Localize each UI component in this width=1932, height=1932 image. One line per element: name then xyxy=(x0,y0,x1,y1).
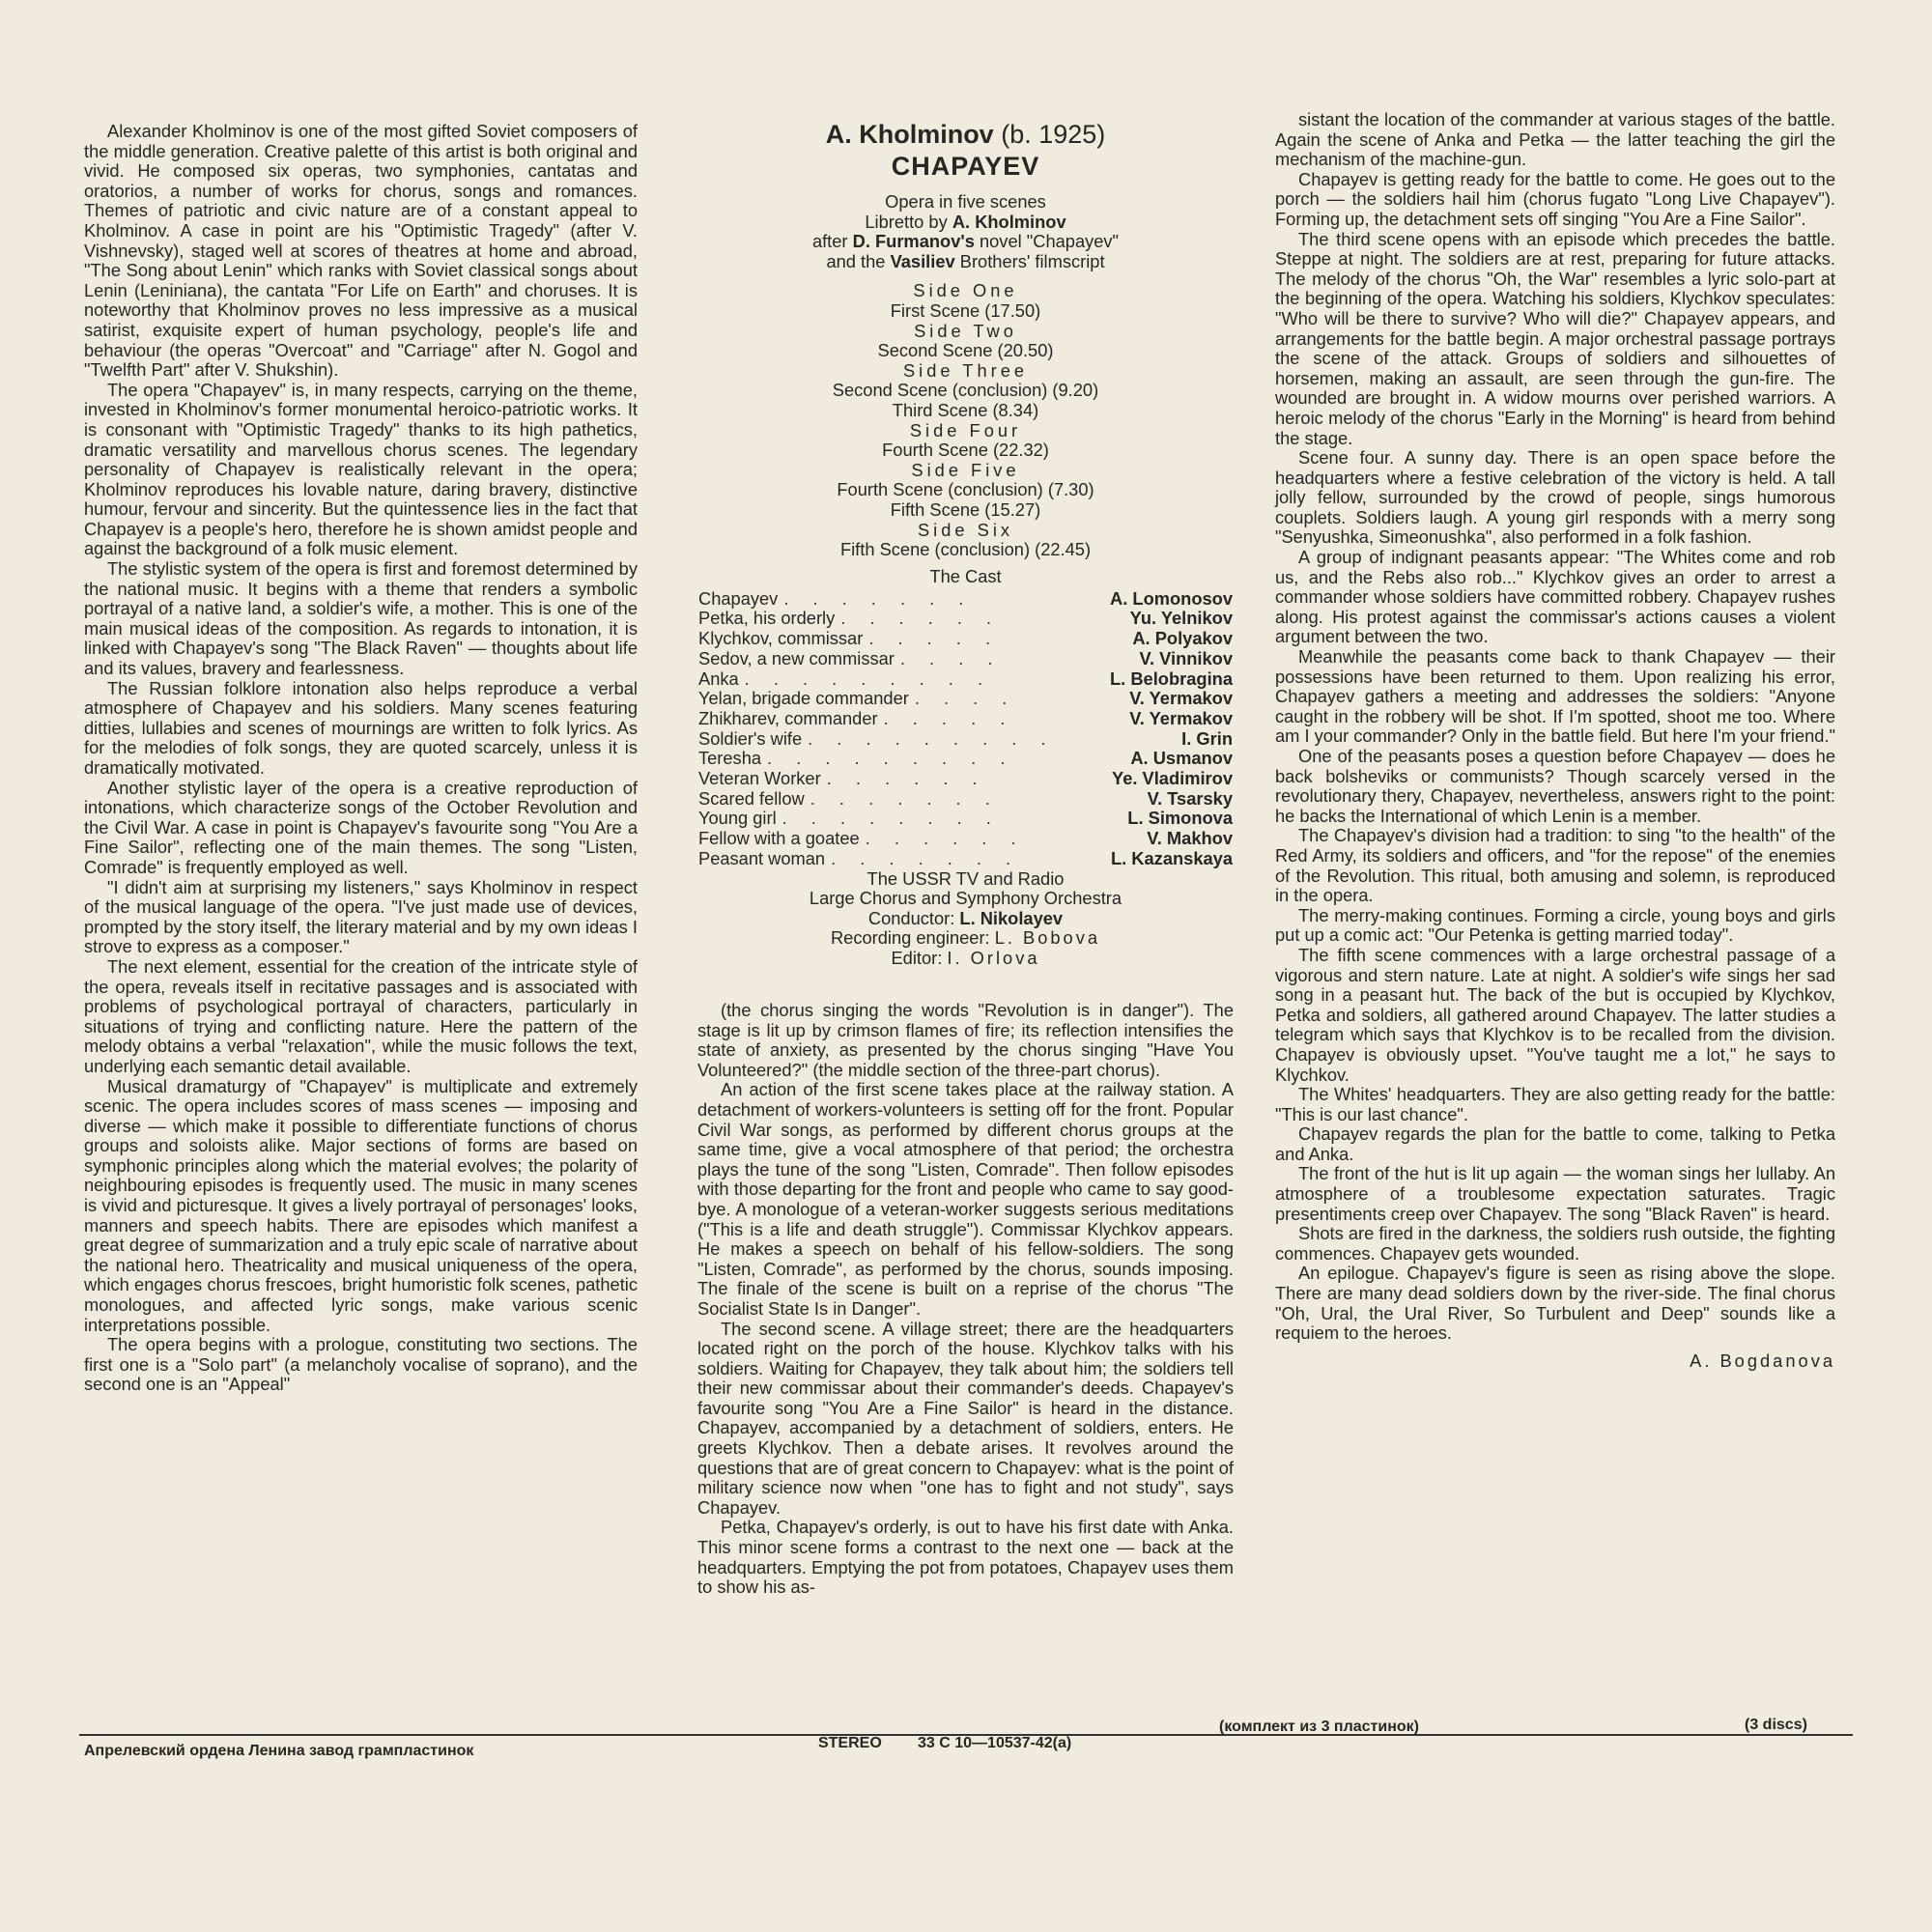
cast-actor: A. Polyakov xyxy=(1132,628,1233,649)
side-heading: Side Two xyxy=(914,320,1017,341)
right-text-column xyxy=(1275,110,1835,1371)
cast-actor: Yu. Yelnikov xyxy=(1129,608,1233,629)
cast-role: Peasant woman xyxy=(698,847,826,868)
cast-role: Soldier's wife xyxy=(698,727,803,749)
cast-actor: A. Lomonosov xyxy=(1110,587,1233,609)
editor-line xyxy=(697,949,1234,969)
paragraph: "I didn't aim at surprising my listeners," says Kholminov in respect of the musical language of the opera. "I've just made use of devices, prompted by the story itself, the literary material and by my own ideas I strove to express as a composer." xyxy=(84,876,638,957)
opera-title: CHAPAYEV xyxy=(891,152,1040,181)
cast-leader-dots: . . . . . . . . . xyxy=(744,668,993,689)
left-text-column xyxy=(84,122,638,1395)
paragraph: Chapayev regards the plan for the battle to come, talking to Petka and Anka. xyxy=(1275,1123,1835,1164)
cast-role: Veteran Worker xyxy=(698,768,821,789)
paragraph: Shots are fired in the darkness, the soldiers rush outside, the fighting commences. Chapayev gets wounded. xyxy=(1275,1223,1835,1264)
cast-heading: The Cast xyxy=(929,565,1002,586)
cast-actor: V. Yermakov xyxy=(1129,707,1233,728)
engineer-line xyxy=(697,928,1234,949)
track-item: Second Scene (20.50) xyxy=(877,340,1054,361)
opera-subtitle: Opera in five scenes xyxy=(885,191,1046,212)
cast-row xyxy=(698,629,1233,649)
cast-row xyxy=(698,669,1233,690)
cast-list xyxy=(698,589,1233,869)
track-item: Fifth Scene (conclusion) (22.45) xyxy=(839,539,1092,560)
libretto-line xyxy=(697,213,1234,233)
engineer-name: L. Bobova xyxy=(994,927,1101,949)
cast-role: Petka, his orderly xyxy=(698,608,836,629)
cast-leader-dots: . . . . . . . . xyxy=(781,809,1001,829)
cast-actor: L. Kazanskaya xyxy=(1110,847,1233,868)
cast-row xyxy=(698,609,1233,629)
track-item: Fourth Scene (conclusion) (7.30) xyxy=(837,479,1094,500)
novel-title: novel "Chapayev" xyxy=(979,231,1120,252)
cast-leader-dots: . . . . . . . . . xyxy=(808,728,1056,749)
novel-author: D. Furmanov's xyxy=(852,231,975,252)
film-line xyxy=(697,252,1234,272)
cast-actor: L. Belobragina xyxy=(1110,668,1233,689)
cast-leader-dots: . . . . . . xyxy=(865,829,1026,849)
editor-name: I. Orlova xyxy=(947,947,1040,968)
cast-actor: V. Yermakov xyxy=(1129,688,1233,709)
conductor-name: L. Nikolayev xyxy=(959,907,1064,928)
paragraph: (the chorus singing the words "Revolution is in danger"). The stage is lit up by crimson flames of fire; its reflection intensifies the state of anxiety, as presented by the chorus singing "Have You Volunteered?" (the middle section of the three-part chorus). xyxy=(697,1000,1234,1080)
composer-line xyxy=(697,119,1234,151)
cast-row xyxy=(698,689,1233,709)
cast-row xyxy=(698,649,1233,669)
middle-text-column xyxy=(697,1001,1234,1598)
cast-row xyxy=(698,589,1233,610)
author-signature: A. Bogdanova xyxy=(1690,1350,1835,1371)
paragraph: Meanwhile the peasants come back to thank Chapayev — their possessions have been returned to them. Upon realizing his error, Chapayev gathers a meeting and addresses the soldiers: "Anyone caught in the robbery will be shot. If I'm spotted, shoot me too. Where am I your commander? Only in the battle field. But here I'm your friend." xyxy=(1275,646,1836,747)
track-item: Third Scene (8.34) xyxy=(892,399,1039,420)
cast-leader-dots: . . . . . xyxy=(868,629,1001,649)
track-listing xyxy=(697,281,1234,559)
paragraph: Petka, Chapayev's orderly, is out to have his first date with Anka. This minor scene forms a contrast to the next one — back at the headquarters. Emptying the pot from potatoes, Chapayev uses them to show his as- xyxy=(697,1517,1234,1598)
cast-role: Anka xyxy=(698,668,739,689)
paragraph: The Chapayev's division had a tradition: to sing "to the health" of the Red Army, its soldiers and officers, and "for the repose" of the enemies of the Revolution. This ritual, both amusing and solemn, is reproduced in the opera. xyxy=(1275,825,1835,906)
cast-leader-dots: . . . . xyxy=(899,648,1003,668)
cast-row xyxy=(698,709,1233,729)
and-the: and the xyxy=(826,250,886,271)
cast-row xyxy=(698,849,1233,869)
paragraph: The front of the hut is lit up again — the woman sings her lullaby. An atmosphere of a troublesome expectation saturates. Tragic presentiments creep over Chapayev. The song "Black Raven" is heard. xyxy=(1275,1163,1835,1224)
novel-line xyxy=(697,232,1234,252)
footer-stereo: STEREO xyxy=(818,1735,882,1751)
credits-line-1: The USSR TV and Radio xyxy=(867,867,1065,889)
cast-role: Sedov, a new commissar xyxy=(698,647,895,668)
side-heading: Side One xyxy=(913,280,1018,301)
cast-leader-dots: . . . . . . . . . xyxy=(767,749,1015,769)
cast-actor: L. Simonova xyxy=(1127,808,1233,829)
cast-row xyxy=(698,829,1233,849)
cast-actor: V. Vinnikov xyxy=(1139,647,1233,668)
paragraph: The opera begins with a prologue, constituting two sections. The first one is a "Solo part" (a melancholy vocalise of soprano), and the second one is an "Appeal" xyxy=(84,1334,638,1395)
editor-label: Editor: xyxy=(891,947,943,968)
credits-line-2: Large Chorus and Symphony Orchestra xyxy=(809,888,1122,909)
cast-role: Fellow with a goatee xyxy=(698,828,860,849)
opera-header xyxy=(697,119,1234,969)
paragraph: Scene four. A sunny day. There is an open space before the headquarters where a festive celebration of the victory is held. A tall jolly fellow, surrounded by the crowd of people, sings humorous couplets. Soldiers laugh. A young girl responds with a merry song "Senyushka, Simeonushka", also performed in a folk fashion. xyxy=(1275,447,1835,548)
libretto-prefix: Libretto by xyxy=(865,211,948,232)
cast-role: Klychkov, commissar xyxy=(698,628,864,649)
paragraph: sistant the location of the commander at various stages of the battle. Again the scene of Anka and Petka — the latter teaching the girl the mechanism of the machine-gun. xyxy=(1275,109,1835,170)
footer-set-note: (комплект из 3 пластинок) xyxy=(1219,1719,1419,1735)
cast-role: Scared fellow xyxy=(698,787,805,809)
cast-role: Teresha xyxy=(698,748,762,769)
paragraph: Musical dramaturgy of "Chapayev" is multiplicate and extremely scenic. The opera includes scores of mass scenes — imposing and diverse — which make it possible to differentiate functions of chorus groups and soloists alike. Major sections of forms are based on symphonic principles along which the material evolves; the polarity of neighbouring episodes is frequently used. The music in many scenes is vivid and picturesque. It gives a lively portrayal of personages' looks, manners and speech habits. There are episodes which manifest a great degree of summarization and a truly epic scale of narrative about the national hero. Theatricality and musical uniqueness of the opera, which engages chorus frescoes, bright humoristic folk scenes, pathetic monologues, and affected lyric songs, make various scenic interpretations possible. xyxy=(84,1075,638,1335)
cast-role: Zhikharev, commander xyxy=(698,707,878,728)
film-authors: Vasiliev xyxy=(890,250,955,271)
paragraph: Chapayev is getting ready for the battle to come. He goes out to the porch — the soldiers hail him (chorus fugato "Long Live Chapayev"). Forming up, the detachment sets off singing "You Are a Fine Sailor". xyxy=(1275,168,1835,229)
footer-plant-name: Апрелевский ордена Ленина завод грампластинок xyxy=(84,1743,474,1759)
cast-leader-dots: . . . . xyxy=(914,689,1017,709)
cast-leader-dots: . . . . . . xyxy=(840,609,1002,629)
cast-leader-dots: . . . . . . xyxy=(826,769,987,789)
footer-catalog-number: 33 С 10—10537-42(а) xyxy=(918,1735,1072,1751)
paragraph: The Whites' headquarters. They are also getting ready for the battle: "This is our last chance". xyxy=(1275,1084,1835,1124)
film-suffix: Brothers' filmscript xyxy=(959,250,1105,271)
cast-row xyxy=(698,729,1233,750)
paragraph: The opera "Chapayev" is, in many respects, carrying on the theme, invested in Kholminov's former monumental heroico-patriotic works. It is consonant with "Optimistic Tragedy" thanks to its high pathetics, dramatic versatility and marvellous chorus scenes. The legendary personality of Chapayev is realistically relevant in the opera; Kholminov reproduces his lovable nature, daring bravery, distinctive humour, fervour and sincerity. But the quintessence lies in the fact that Chapayev is a people's hero, therefore he is shown amidst people and against the background of a folk music element. xyxy=(84,379,638,559)
side-heading: Side Six xyxy=(917,519,1014,540)
composer-name: A. Kholminov xyxy=(825,120,994,149)
composer-dates: (b. 1925) xyxy=(1001,120,1106,149)
after-prefix: after xyxy=(811,231,848,252)
paragraph: The stylistic system of the opera is first and foremost determined by the national music. It begins with a theme that renders a symbolic portrayal of a native land, a soldier's wife, a mother. This is one of the main musical ideas of the composition. As regards to intonation, it is linked with Chapayev's song "The Black Raven" — thoughts about life and its values, bravery and fearlessness. xyxy=(84,558,638,679)
track-item: First Scene (17.50) xyxy=(890,299,1041,321)
cast-role: Young girl xyxy=(698,808,777,829)
cast-role: Chapayev xyxy=(698,587,779,609)
track-item: Second Scene (conclusion) (9.20) xyxy=(832,380,1099,401)
cast-actor: V. Tsarsky xyxy=(1147,787,1233,809)
paragraph: The second scene. A village street; there are the headquarters located right on the porch of the house. Klychkov talks with his soldiers. Waiting for Chapayev, they talk about him; the soldiers tell their new commissar about their commander's deeds. Chapayev's favourite song "You Are a Fine Sailor" is heard in the distance. Chapayev, accompanied by a detachment of soldiers, enters. He greets Klychkov. Then a debate arises. It revolves around the questions that are of great concern to Chapayev: what is the point of military science now when "one has to fight and not study", says Chapayev. xyxy=(697,1318,1234,1518)
paragraph: Another stylistic layer of the opera is a creative reproduction of intonations, which characterize songs of the October Revolution and the Civil War. A case in point is Chapayev's favourite song "You Are a Fine Sailor", reflecting one of the main themes. The song "Listen, Comrade" is frequently employed as well. xyxy=(84,777,638,877)
track-item: Fourth Scene (22.32) xyxy=(882,440,1049,461)
librettist-name: A. Kholminov xyxy=(952,211,1066,232)
paragraph: The merry-making continues. Forming a circle, young boys and girls put up a comic act: "Our Petenka is getting married today". xyxy=(1275,904,1835,946)
paragraph: The next element, essential for the creation of the intricate style of the opera, reveals itself in recitative passages and is associated with problems of psychological portrayal of characters, particularly in situations of trying and conflicting nature. Here the pattern of the melody obtains a verbal "relaxation", while the music follows the text, underlying each semantic detail available. xyxy=(84,955,638,1076)
paragraph: An action of the first scene takes place at the railway station. A detachment of workers-volunteers is setting off for the front. Popular Civil War songs, as performed by different chorus groups at the same time, give a vocal atmosphere of that period; the orchestra plays the tune of the song "Listen, Comrade". Then follow episodes with those departing for the front and people who came to say good-bye. A monologue of a veteran-worker suggests serious meditations ("This is a life and death struggle"). Commissar Klychkov appears. He makes a speech on behalf of his fellow-soldiers. The song "Listen, Comrade", as performed by the chorus, sounds imposing. The finale of the scene is built on a reprise of the chorus "The Socialist State Is in Danger". xyxy=(697,1079,1234,1319)
cast-row xyxy=(698,789,1233,810)
side-heading: Side Three xyxy=(902,359,1029,381)
conductor-label: Conductor: xyxy=(867,907,955,928)
paragraph: Alexander Kholminov is one of the most gifted Soviet composers of the middle generation. Creative palette of this artist is both original and vivid. He composed six operas, two symphonies, cantatas and oratorios, a number of works for chorus, songs and romances. Themes of patriotic and civic nature are of a constant appeal to Kholminov. A case in point are his "Optimistic Tragedy" (after V. Vishnevsky), staged well at scores of theatres at home and abroad, "The Song about Lenin" which ranks with Soviet classical songs about Lenin (Leniniana), the cantata "For Life on Earth" and choruses. It is noteworthy that Kholminov proves no less impressive as a musical satirist, exquisite expert of human psychology, people's life and behaviour (the operas "Overcoat" and "Carriage" after N. Gogol and "Twelfth Part" after V. Shukshin). xyxy=(84,121,638,381)
side-heading: Side Four xyxy=(909,419,1022,440)
cast-leader-dots: . . . . . xyxy=(883,708,1015,728)
cast-actor: I. Grin xyxy=(1181,727,1233,749)
paragraph: The third scene opens with an episode which precedes the battle. Steppe at night. The soldiers are at rest, preparing for future attacks. The melody of the chorus "Oh, the War" resembles a lyric solo-part at the beginning of the opera. Watching his soldiers, Klychkov speculates: "Who will be there to survive? Who will die?" Chapayev appears, and arrangements for the battle begin. A major orchestral passage portrays the scene of the attack. Groups of soldiers and silhouettes of horsemen, making an assault, are seen through the gun-fire. The wounded are brought in. A widow mourns over perished warriors. A heroic melody of the chorus "Early in the Morning" is heard from behind the stage. xyxy=(1275,228,1835,448)
cast-leader-dots: . . . . . . . xyxy=(831,848,1021,868)
conductor-line xyxy=(697,909,1234,929)
track-item: Fifth Scene (15.27) xyxy=(890,498,1041,520)
cast-row xyxy=(698,749,1233,769)
cast-row xyxy=(698,809,1233,829)
credits xyxy=(697,869,1234,969)
cast-leader-dots: . . . . . . . xyxy=(810,788,1000,809)
cast-actor: Ye. Vladimirov xyxy=(1112,768,1233,789)
paragraph: The Russian folklore intonation also helps reproduce a verbal atmosphere of Chapayev and his soldiers. Many scenes featuring ditties, lullabies and scenes of mournings are written to folk lyrics. As for the melodies of folk songs, they are quoted scarcely, unless it is dramatically motivated. xyxy=(84,677,638,778)
side-heading: Side Five xyxy=(911,459,1020,480)
paragraph: A group of indignant peasants appear: "The Whites come and rob us, and the Rebs also rob..." Klychkov gives an order to arrest a commander whose soldiers have committed robbery. Chapayev rushes along. His protest against the commissar's actions causes a violent argument between the two. xyxy=(1275,547,1835,647)
paragraph: The fifth scene commences with a large orchestral passage of a vigorous and stern nature. Late at night. A soldier's wife sings her sad song in a peasant hut. The back of the but is occupied by Klychkov, Petka and soldiers, all gathered around Chapayev. The latter studies a telegram which says that Klychkov is to be recalled from the division. Chapayev is obviously upset. "You've taught me a lot," he says to Klychkov. xyxy=(1275,944,1835,1085)
paragraph: An epilogue. Chapayev's figure is seen as rising above the slope. There are many dead soldiers down by the river-side. The final chorus "Oh, Ural, the Ural River, So Turbulent and Deep" sounds like a requiem to the heroes. xyxy=(1275,1263,1835,1344)
cast-row xyxy=(698,769,1233,789)
footer-discs: (3 discs) xyxy=(1745,1717,1807,1733)
cast-actor: A. Usmanov xyxy=(1130,748,1233,769)
cast-actor: V. Makhov xyxy=(1147,828,1233,849)
cast-leader-dots: . . . . . . . xyxy=(783,588,974,609)
right-column-paragraphs xyxy=(1275,110,1835,1344)
cast-role: Yelan, brigade commander xyxy=(698,688,909,709)
engineer-label: Recording engineer: xyxy=(830,927,990,949)
paragraph: One of the peasants poses a question before Chapayev — does he back bolsheviks or communists? Though scarcely versed in the revolutionary thery, Chapayev, nevertheless, answers right to the point: he backs the International of which Lenin is a member. xyxy=(1275,746,1835,826)
